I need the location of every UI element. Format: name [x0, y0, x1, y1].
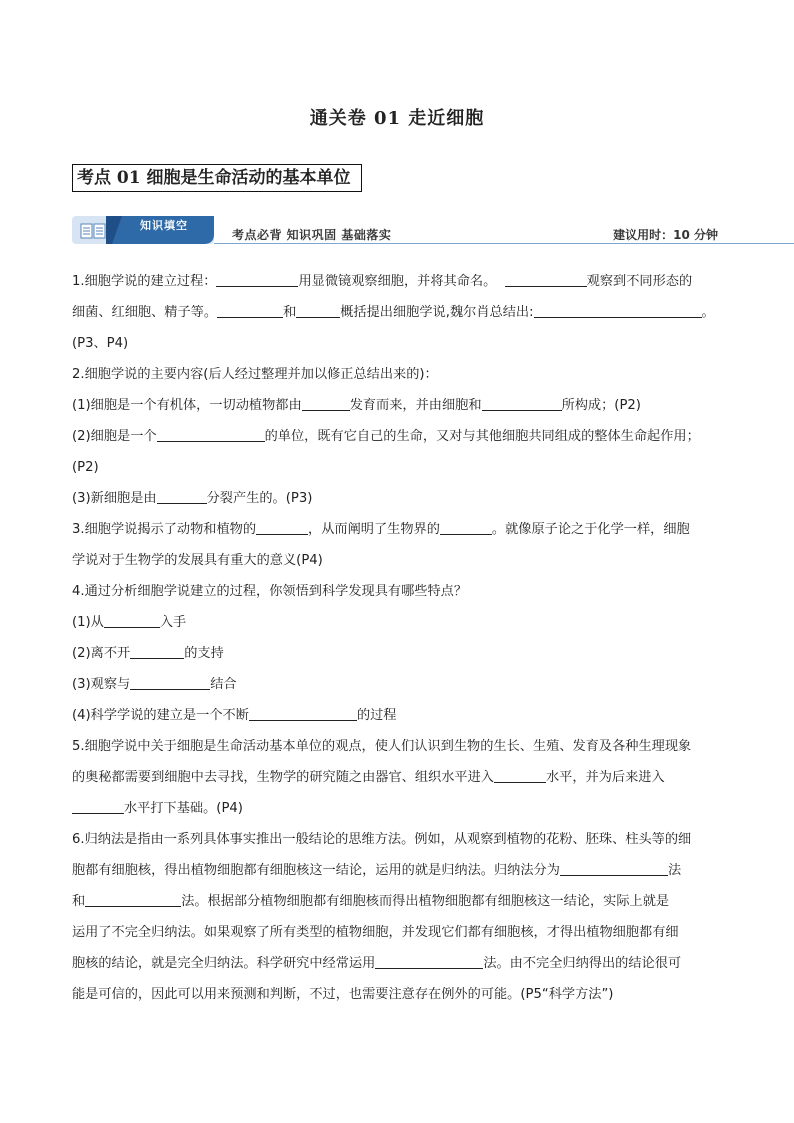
text: 水平，并为后来进入 [546, 770, 665, 785]
book-icon [80, 223, 106, 239]
text: 的奥秘都需要到细胞中去寻找，生物学的研究随之由器官、组织水平进入 [72, 770, 494, 785]
question-5-line-1: 5.细胞学说中关于细胞是生命活动基本单位的观点，使人们认识到生物的生长、生殖、发育及各种生理现象 [72, 739, 692, 754]
text: 。 [701, 305, 715, 320]
text: 细菌、红细胞、精子等。 [72, 305, 218, 320]
text: 发育而来，并由细胞和 [349, 398, 482, 413]
answer-blank[interactable] [249, 705, 357, 721]
text: 胞核的结论，就是完全归纳法。科学研究中经常运用 [72, 956, 376, 971]
answer-blank[interactable] [534, 302, 702, 318]
text: 法。由不完全归纳得出的结论很可 [483, 956, 682, 971]
text: 法 [667, 863, 682, 878]
question-6-line-4: 运用了不完全归纳法。如果观察了所有类型的植物细胞，并发现它们都有细胞核，才得出植物细胞都有细 [72, 925, 679, 940]
text: 法。根据部分植物细胞都有细胞核而得出植物细胞都有细胞核这一结论，实际上就是 [181, 894, 670, 909]
question-6-line-3 [72, 886, 724, 917]
answer-blank[interactable] [302, 395, 350, 411]
question-6-line-6: 能是可信的，因此可以用来预测和判断，不过，也需要注意存在例外的可能。(P5“科学方法”) [72, 987, 614, 1002]
banner-badge-label: 知识填空 [140, 219, 188, 232]
text: (3)新细胞是由 [72, 491, 157, 506]
question-4-item-4 [72, 700, 724, 731]
question-6-line-5 [72, 948, 724, 979]
question-1-line-1 [72, 266, 724, 297]
section-heading: 考点 01 细胞是生命活动的基本单位 [72, 164, 362, 192]
text: 水平打下基础。(P4) [124, 801, 243, 816]
suggested-time: 建议用时：10 分钟 [613, 228, 718, 242]
text: 概括提出细胞学说,魏尔肖总结出: [340, 305, 534, 320]
page-title: 通关卷 01 走近细胞 [309, 108, 485, 129]
banner-slogan: 考点必背 知识巩固 基础落实 [232, 228, 392, 242]
question-3-line-2: 学说对于生物学的发展具有重大的意义(P4) [72, 553, 323, 568]
text: 的过程 [356, 708, 397, 723]
answer-blank[interactable] [104, 612, 160, 628]
question-2-item-2 [72, 421, 724, 452]
text: 和 [283, 305, 297, 320]
text: 和 [72, 894, 86, 909]
text: 1.细胞学说的建立过程： [72, 274, 217, 289]
answer-blank[interactable] [217, 302, 283, 318]
question-6-line-2 [72, 855, 724, 886]
question-list [72, 266, 724, 1010]
question-2-item-2-page: (P2) [72, 460, 99, 475]
answer-blank[interactable] [375, 953, 483, 969]
question-4-item-3 [72, 669, 724, 700]
answer-blank[interactable] [494, 767, 546, 783]
question-4-item-1 [72, 607, 724, 638]
text: ，从而阐明了生物界的 [308, 522, 440, 537]
answer-blank[interactable] [560, 860, 668, 876]
answer-blank[interactable] [157, 488, 207, 504]
answer-blank[interactable] [216, 271, 298, 287]
answer-blank[interactable] [130, 674, 210, 690]
answer-blank[interactable] [482, 395, 562, 411]
question-2-intro: 2.细胞学说的主要内容(后人经过整理并加以修正总结出来的)： [72, 367, 438, 382]
text: 分裂产生的。(P3) [206, 491, 313, 506]
answer-blank[interactable] [157, 426, 265, 442]
text: (2)离不开 [72, 646, 131, 661]
answer-blank[interactable] [85, 891, 181, 907]
text: 入手 [159, 615, 187, 630]
question-3-line-1 [72, 514, 724, 545]
banner-rule [214, 243, 794, 244]
question-4-item-2 [72, 638, 724, 669]
answer-blank[interactable] [72, 798, 124, 814]
question-1-line-3: (P3、P4) [72, 336, 129, 351]
answer-blank[interactable] [296, 302, 340, 318]
text: 的支持 [184, 646, 224, 661]
answer-blank[interactable] [440, 519, 492, 535]
text: (2)细胞是一个 [72, 429, 157, 444]
question-5-line-3 [72, 793, 724, 824]
answer-blank[interactable] [256, 519, 308, 535]
question-4-intro: 4.通过分析细胞学说建立的过程，你领悟到科学发现具有哪些特点？ [72, 584, 468, 599]
question-1-line-2 [72, 297, 724, 328]
answer-blank[interactable] [130, 643, 184, 659]
question-5-line-2 [72, 762, 724, 793]
text: 胞都有细胞核，得出植物细胞都有细胞核这一结论，运用的就是归纳法。归纳法分为 [72, 863, 560, 878]
text: (1)细胞是一个有机体，一切动植物都由 [72, 398, 302, 413]
text: 。就像原子论之于化学一样，细胞 [491, 522, 690, 537]
question-2-item-3 [72, 483, 724, 514]
text: (3)观察与 [72, 677, 131, 692]
text: 3.细胞学说揭示了动物和植物的 [72, 522, 257, 537]
text: (1)从 [72, 615, 104, 630]
text: 的单位，既有它自己的生命，又对与其他细胞共同组成的整体生命起作用； [264, 429, 700, 444]
text: (4)科学学说的建立是一个不断 [72, 708, 249, 723]
text: 观察到不同形态的 [586, 274, 693, 289]
question-6-line-1: 6.归纳法是指由一系列具体事实推出一般结论的思维方法。例如，从观察到植物的花粉、胚珠、柱头等的细 [72, 832, 692, 847]
text: 结合 [210, 677, 237, 692]
question-2-item-1 [72, 390, 724, 421]
text: 用显微镜观察细胞，并将其命名。 [298, 274, 497, 289]
answer-blank[interactable] [505, 271, 587, 287]
text: 所构成；(P2) [561, 398, 641, 413]
